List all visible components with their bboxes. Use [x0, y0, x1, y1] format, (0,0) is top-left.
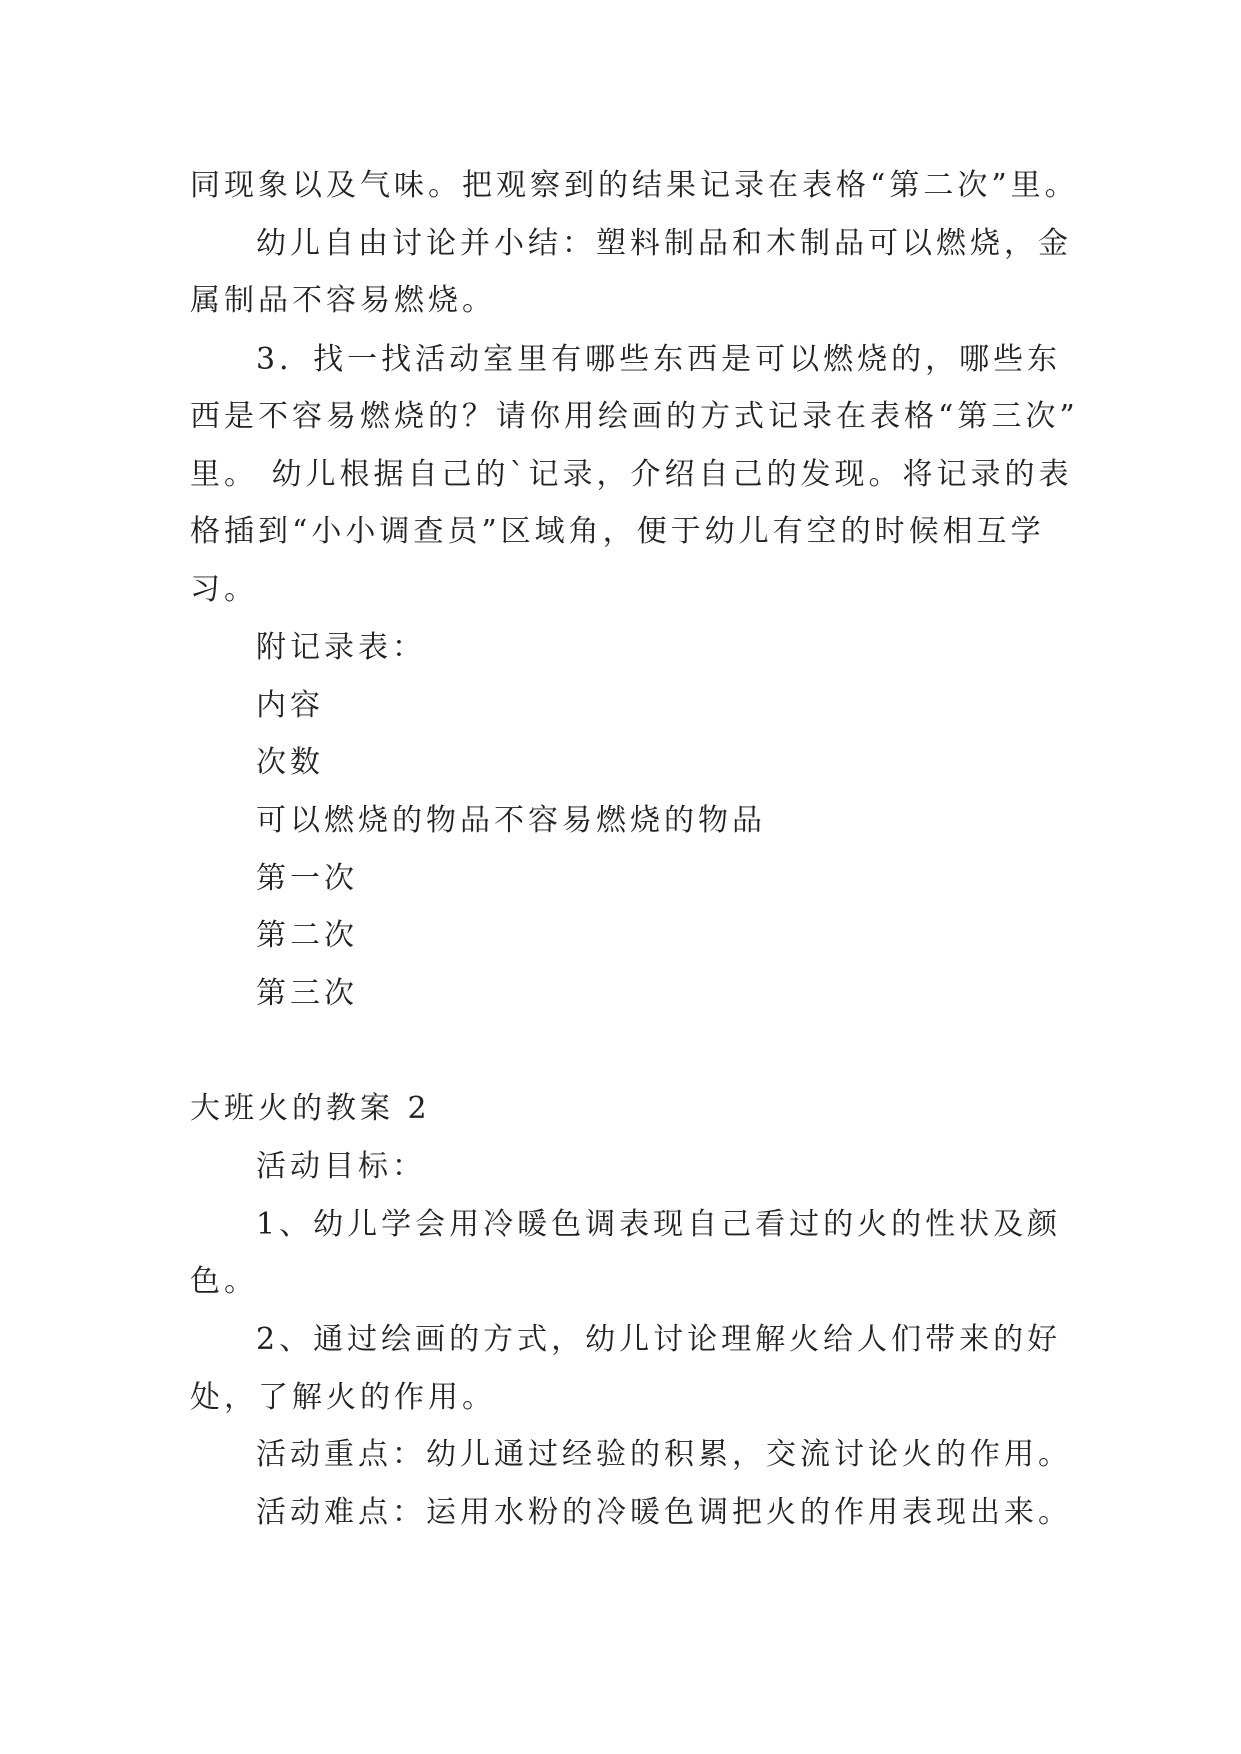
text-line: 活动重点：幼儿通过经验的积累，交流讨论火的作用。: [256, 1437, 1072, 1472]
text-line: 色。: [190, 1264, 258, 1299]
record-table-cell: 次数: [256, 745, 324, 780]
record-table-cell: 可以燃烧的物品不容易燃烧的物品: [256, 803, 766, 838]
text-line: 同现象以及气味。把观察到的结果记录在表格“第二次”里。: [190, 168, 1079, 203]
text-line: 习。: [190, 572, 258, 607]
text-line: 活动目标：: [256, 1149, 426, 1184]
text-line: 活动难点：运用水粉的冷暖色调把火的作用表现出来。: [256, 1495, 1072, 1530]
record-table-cell: 第三次: [256, 976, 358, 1011]
record-table-cell: 内容: [256, 688, 324, 723]
text-line: 格插到“小小调查员”区域角，便于幼儿有空的时候相互学: [190, 514, 1045, 549]
section-title: 大班火的教案 2: [190, 1091, 431, 1126]
text-line: 3．找一找活动室里有哪些东西是可以燃烧的，哪些东: [256, 342, 1062, 377]
record-table-cell: 第一次: [256, 861, 358, 896]
text-line: 幼儿自由讨论并小结：塑料制品和木制品可以燃烧，金: [256, 226, 1072, 261]
text-line: 属制品不容易燃烧。: [190, 283, 496, 318]
record-table-cell: 第二次: [256, 918, 358, 953]
text-line: 处，了解火的作用。: [190, 1380, 496, 1415]
text-line: 2、通过绘画的方式，幼儿讨论理解火给人们带来的好: [256, 1322, 1062, 1357]
record-table-caption: 附记录表：: [256, 630, 426, 665]
text-line: 1、幼儿学会用冷暖色调表现自己看过的火的性状及颜: [256, 1207, 1062, 1242]
text-line: 里。 幼儿根据自己的`记录，介绍自己的发现。将记录的表: [190, 457, 1073, 492]
text-line: 西是不容易燃烧的？请你用绘画的方式记录在表格“第三次”: [190, 399, 1079, 434]
